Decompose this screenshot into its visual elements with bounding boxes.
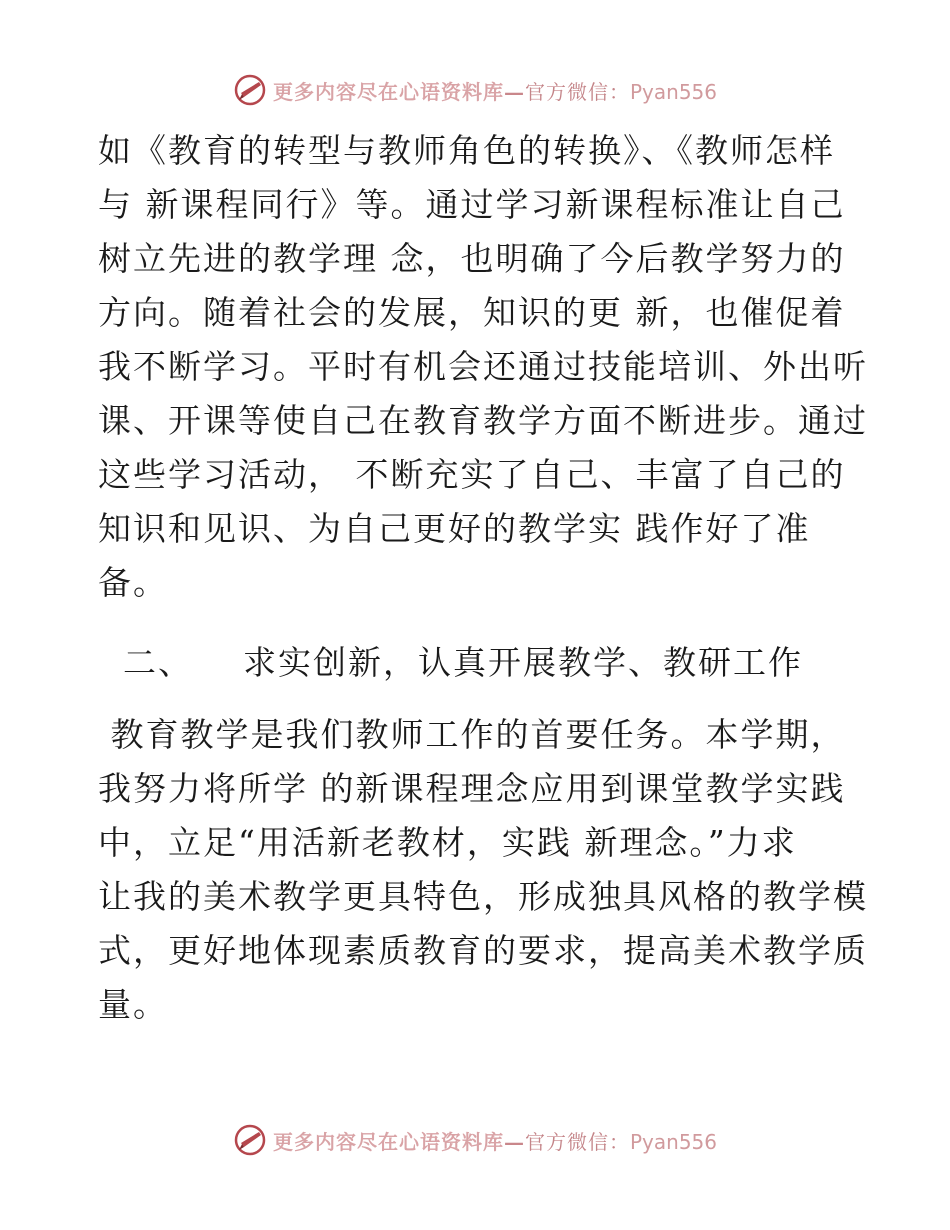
- header-banner: [0, 70, 950, 110]
- text-line: 备。: [98, 563, 168, 602]
- text-line: 这些学习活动， 不断充实了自己、丰富了自己的: [98, 455, 846, 494]
- banner-wechat-label: 官方微信：: [524, 79, 630, 104]
- text-line: 知识和见识、为自己更好的教学实 践作好了准: [98, 509, 811, 548]
- banner-main: 更多内容尽在心语资料库: [272, 79, 504, 104]
- text-line: 我不断学习。平时有机会还通过技能培训、外出听: [98, 347, 868, 386]
- text-line: 树立先进的教学理 念，也明确了今后教学努力的: [98, 239, 846, 278]
- document-body: [98, 124, 868, 1032]
- text-line: 如《教育的转型与教师角色的转换》、《教师怎样: [98, 131, 835, 170]
- text-line: 教育教学是我们教师工作的首要任务。本学期，: [98, 715, 846, 754]
- banner-dash: —: [503, 79, 525, 104]
- banner-wechat-label: 官方微信：: [524, 1129, 630, 1154]
- text-line: 中，立足“用活新老教材，实践 新理念。”力求: [98, 823, 797, 862]
- pen-logo-icon: [233, 73, 267, 107]
- text-line: 让我的美术教学更具特色，形成独具风格的教学模: [98, 877, 868, 916]
- banner-dash: —: [503, 1129, 525, 1154]
- text-line: 量。: [98, 985, 168, 1024]
- paragraph-1: [98, 124, 868, 610]
- text-line: 方向。随着社会的发展，知识的更 新，也催促着: [98, 293, 846, 332]
- section-heading: 二、 求实创新，认真开展教学、教研工作: [98, 643, 803, 682]
- text-line: 与 新课程同行》等。通过学习新课程标准让自己: [98, 185, 846, 224]
- text-line: 式，更好地体现素质教育的要求，提高美术教学质: [98, 931, 868, 970]
- paragraph-2: [98, 708, 868, 1032]
- banner-main: 更多内容尽在心语资料库: [272, 1129, 504, 1154]
- banner-text: [273, 76, 717, 105]
- text-line: 课、开课等使自己在教育教学方面不断进步。通过: [98, 401, 868, 440]
- banner-wechat-id: Pyan556: [629, 1129, 717, 1154]
- banner-wechat-id: Pyan556: [629, 79, 717, 104]
- banner-text: [273, 1126, 717, 1155]
- pen-logo-icon: [233, 1123, 267, 1157]
- text-line: 我努力将所学 的新课程理念应用到课堂教学实践: [98, 769, 846, 808]
- footer-banner: [0, 1120, 950, 1160]
